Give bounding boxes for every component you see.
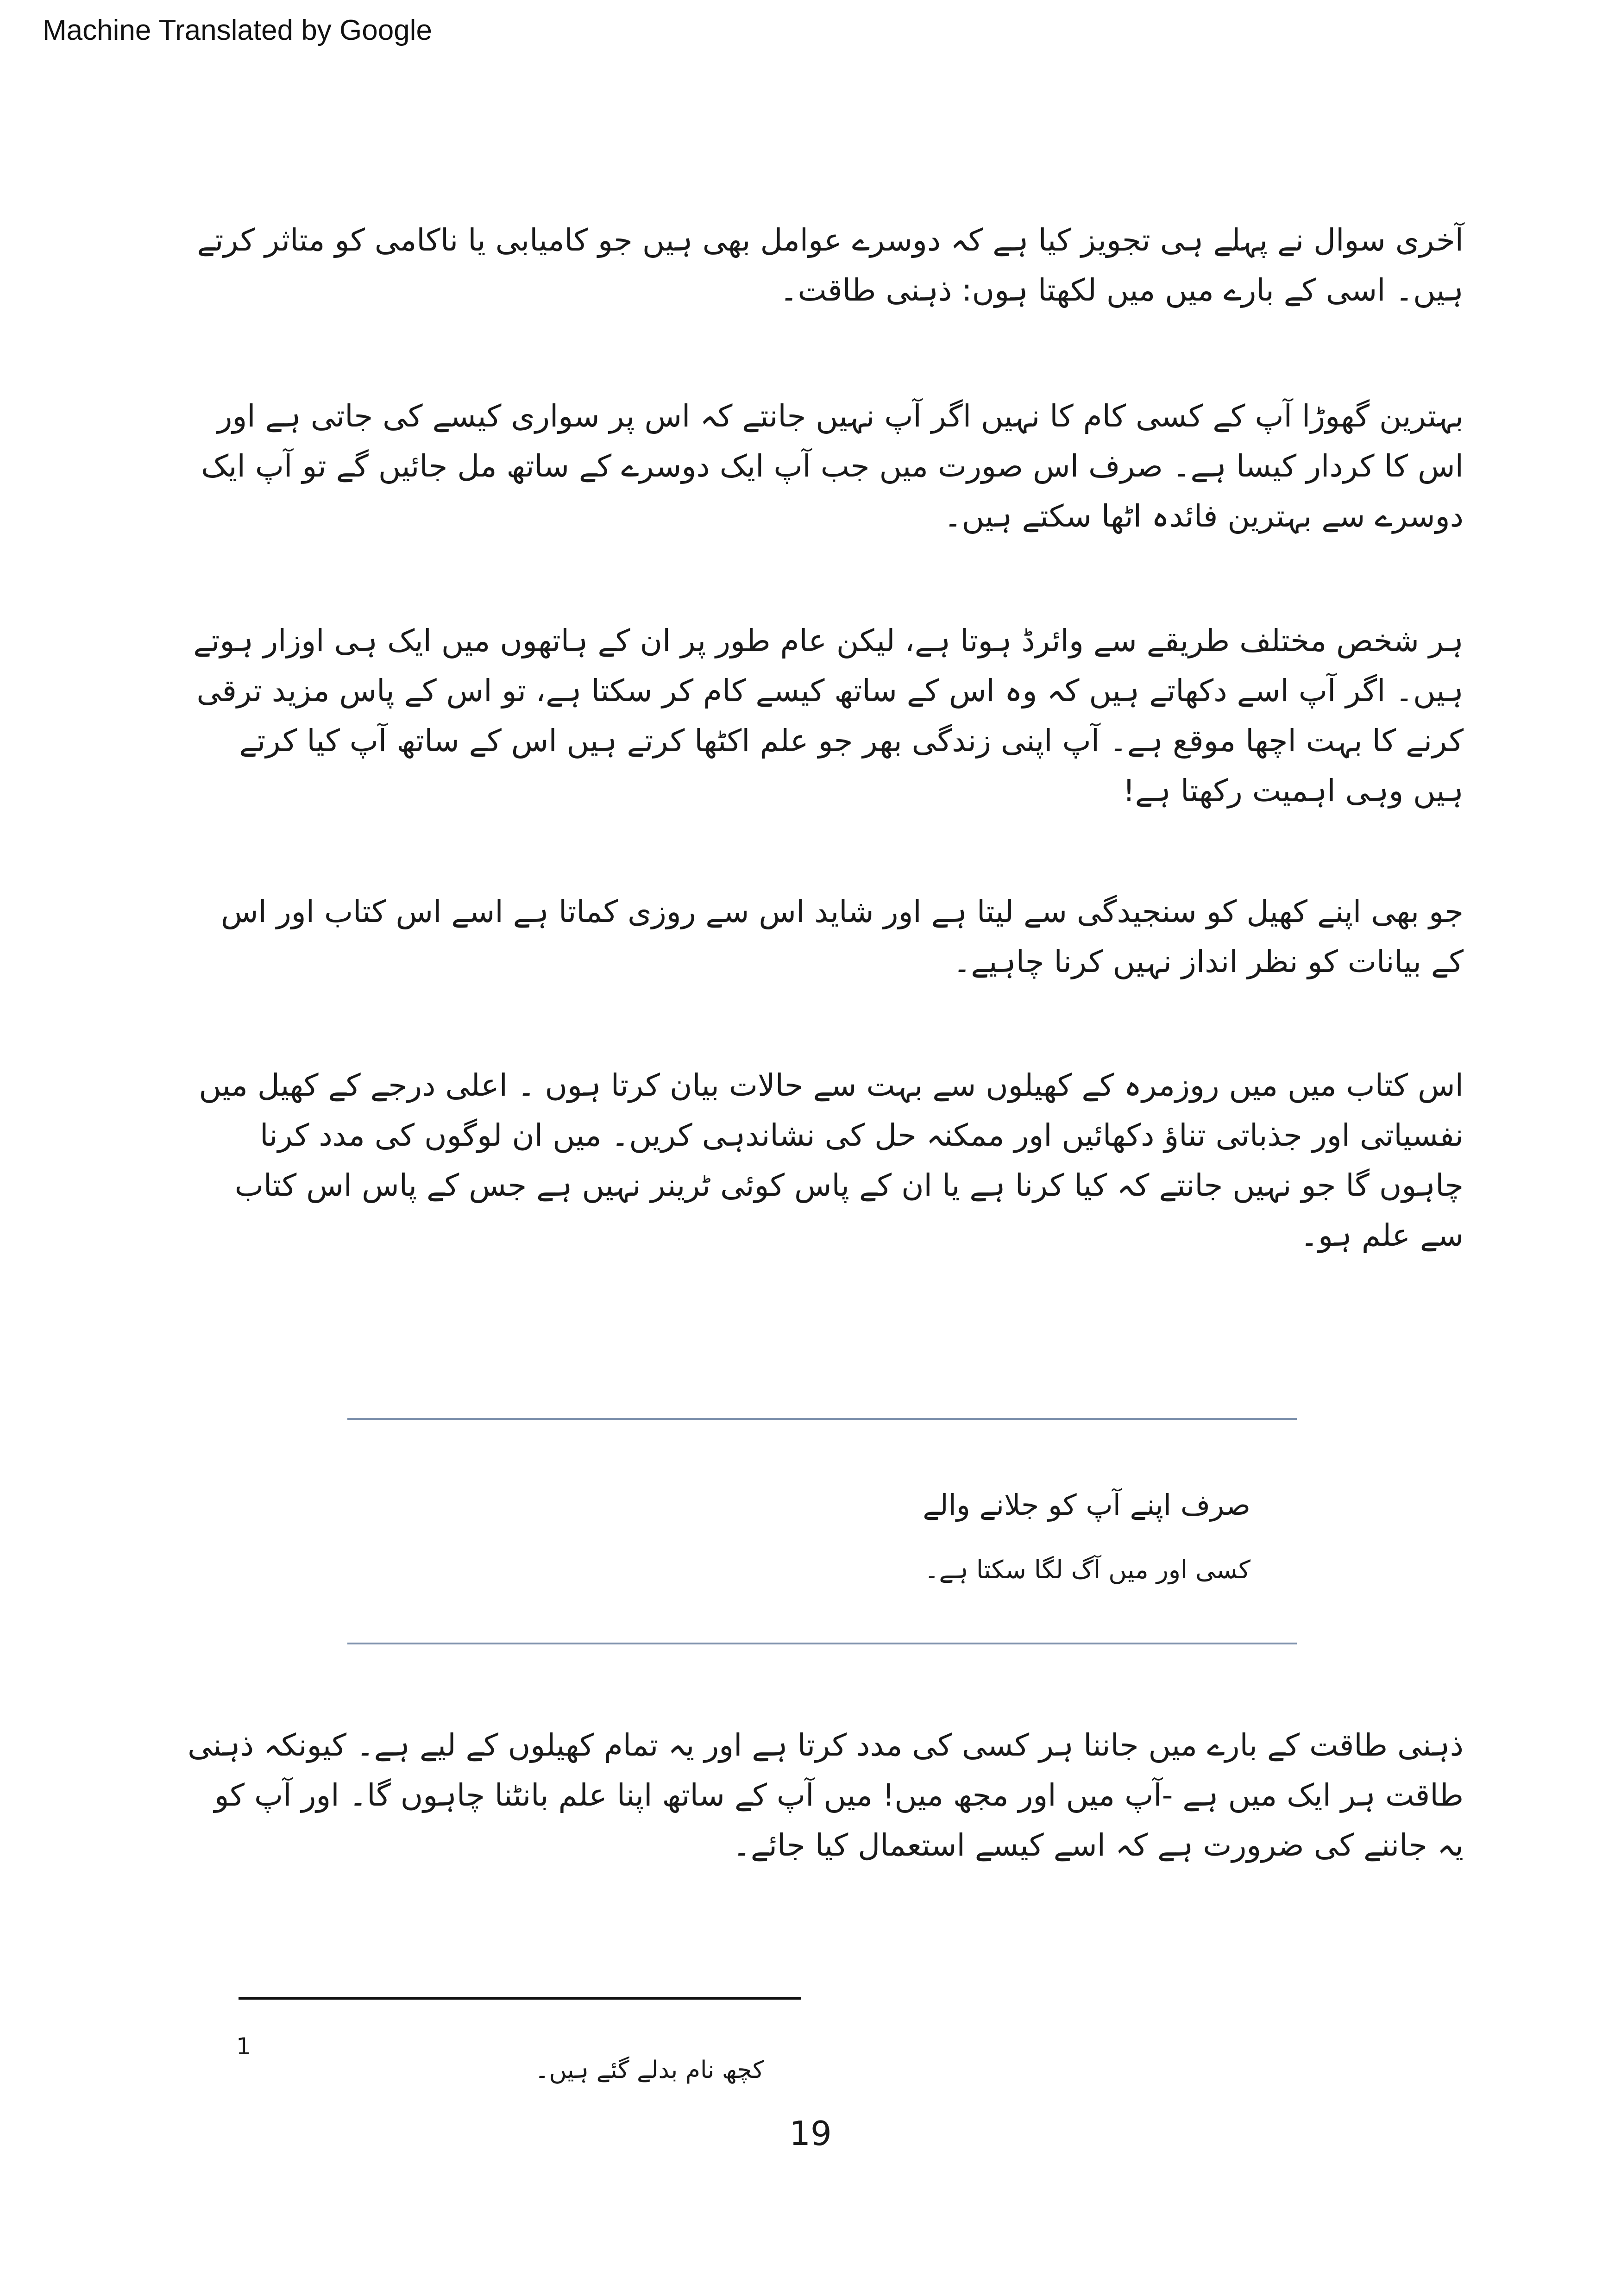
paragraph-6: ذہنی طاقت کے بارے میں جاننا ہر کسی کی مدد کرتا ہے اور یہ تمام کھیلوں کے لیے ہے۔ کیونکہ ذہنی طاقت ہر ایک میں ہے -آپ میں اور مجھ میں! میں آپ کے ساتھ اپنا علم بانٹنا چاہوں گا۔ اور آپ کو یہ جاننے کی ضرورت ہے کہ اسے کیسے استعمال کیا جائے۔ — [188, 1727, 1464, 1863]
paragraph-1: آخری سوال نے پہلے ہی تجویز کیا ہے کہ دوسرے عوامل بھی ہیں جو کامیابی یا ناکامی کو متاثر کرتے ہیں۔ اسی کے بارے میں میں لکھتا ہوں: ذہنی طاقت۔ — [197, 222, 1464, 308]
paragraph-5: اس کتاب میں میں روزمرہ کے کھیلوں سے بہت سے حالات بیان کرتا ہوں ۔ اعلی درجے کے کھیل میں نفسیاتی اور جذباتی تناؤ دکھائیں اور ممکنہ حل کی نشاندہی کریں۔ میں ان لوگوں کی مدد کرنا چاہوں گا جو نہیں جانتے کہ کیا کرنا ہے یا ان کے پاس کوئی ٹرینر نہیں ہے جس کے پاس اس کتاب سے علم ہو۔ — [199, 1067, 1464, 1253]
pull-quote-line-2: کسی اور میں آگ لگا سکتا ہے۔ — [924, 1555, 1250, 1584]
pull-quote-bottom-rule — [347, 1643, 1297, 1644]
pull-quote-line-1: صرف اپنے آپ کو جلانے والے — [923, 1488, 1250, 1522]
page-number: 19 — [789, 2114, 832, 2153]
paragraph-2: بہترین گھوڑا آپ کے کسی کام کا نہیں اگر آپ نہیں جانتے کہ اس پر سواری کیسے کی جاتی ہے اور اس کا کردار کیسا ہے۔ صرف اس صورت میں جب آپ ایک دوسرے کے ساتھ مل جائیں گے تو آپ ایک دوسرے سے بہترین فائدہ اٹھا سکتے ہیں۔ — [201, 398, 1464, 534]
footnote-number: 1 — [236, 2033, 251, 2060]
footnote-separator — [239, 1997, 801, 2000]
footnote-text: کچھ نام بدلے گئے ہیں۔ — [534, 2056, 764, 2084]
paragraph-3: ہر شخص مختلف طریقے سے وائرڈ ہوتا ہے، لیکن عام طور پر ان کے ہاتھوں میں ایک ہی اوزار ہوتے ہیں۔ اگر آپ اسے دکھاتے ہیں کہ وہ اس کے ساتھ کیسے کام کر سکتا ہے، تو اس کے پاس مزید ترقی کرنے کا بہت اچھا موقع ہے۔ آپ اپنی زندگی بھر جو علم اکٹھا کرتے ہیں اس کے ساتھ آپ کیا کرتے ہیں وہی اہمیت رکھتا ہے! — [193, 623, 1464, 809]
pull-quote-top-rule — [347, 1418, 1297, 1420]
paragraph-4: جو بھی اپنے کھیل کو سنجیدگی سے لیتا ہے اور شاید اس سے روزی کماتا ہے اسے اس کتاب اور اس کے بیانات کو نظر انداز نہیں کرنا چاہیے۔ — [221, 894, 1464, 979]
machine-translation-header: Machine Translated by Google — [43, 14, 432, 46]
